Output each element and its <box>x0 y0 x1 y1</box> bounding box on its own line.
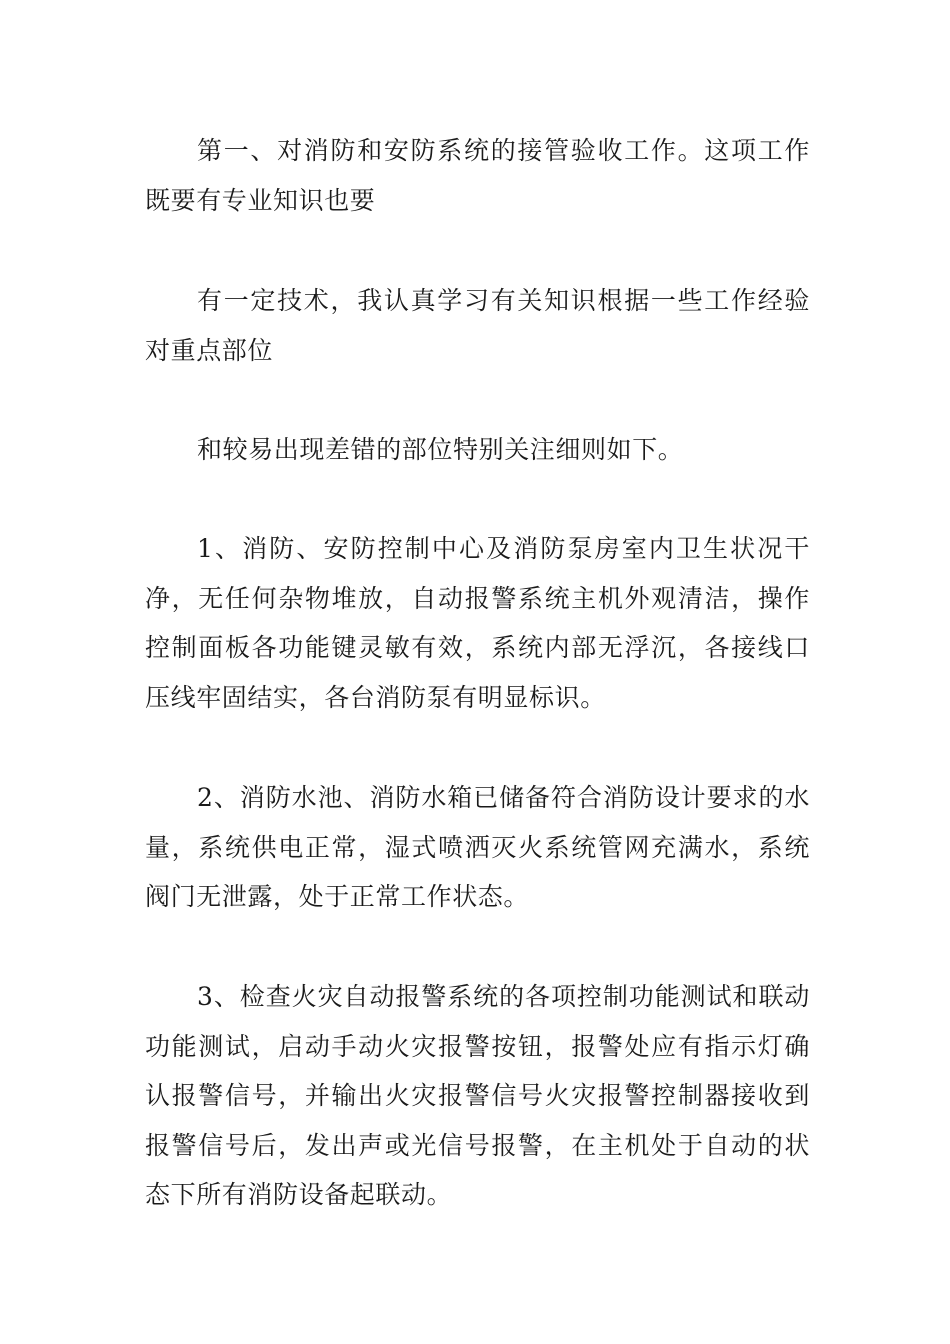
paragraph-details-intro: 和较易出现差错的部位特别关注细则如下。 <box>197 435 684 464</box>
paragraph-item-1: 1、消防、安防控制中心及消防泵房室内卫生状况干净，无任何杂物堆放，自动报警系统主机外观清洁，操作控制面板各功能键灵敏有效，系统内部无浮沉，各接线口压线牢固结实，各台消防泵有明显标识。 <box>145 534 810 712</box>
paragraph-intro: 第一、对消防和安防系统的接管验收工作。这项工作既要有专业知识也要 <box>145 136 810 215</box>
paragraph-technique: 有一定技术，我认真学习有关知识根据一些工作经验对重点部位 <box>145 286 810 365</box>
paragraph-item-3: 3、检查火灾自动报警系统的各项控制功能测试和联动功能测试，启动手动火灾报警按钮，报警处应有指示灯确认报警信号，并输出火灾报警信号火灾报警控制器接收到报警信号后，发出声或光信号报警，在主机处于自动的状态下所有消防设备起联动。 <box>145 982 810 1209</box>
paragraph-item-2: 2、消防水池、消防水箱已储备符合消防设计要求的水量，系统供电正常，湿式喷洒灭火系统管网充满水，系统阀门无泄露，处于正常工作状态。 <box>145 783 810 911</box>
